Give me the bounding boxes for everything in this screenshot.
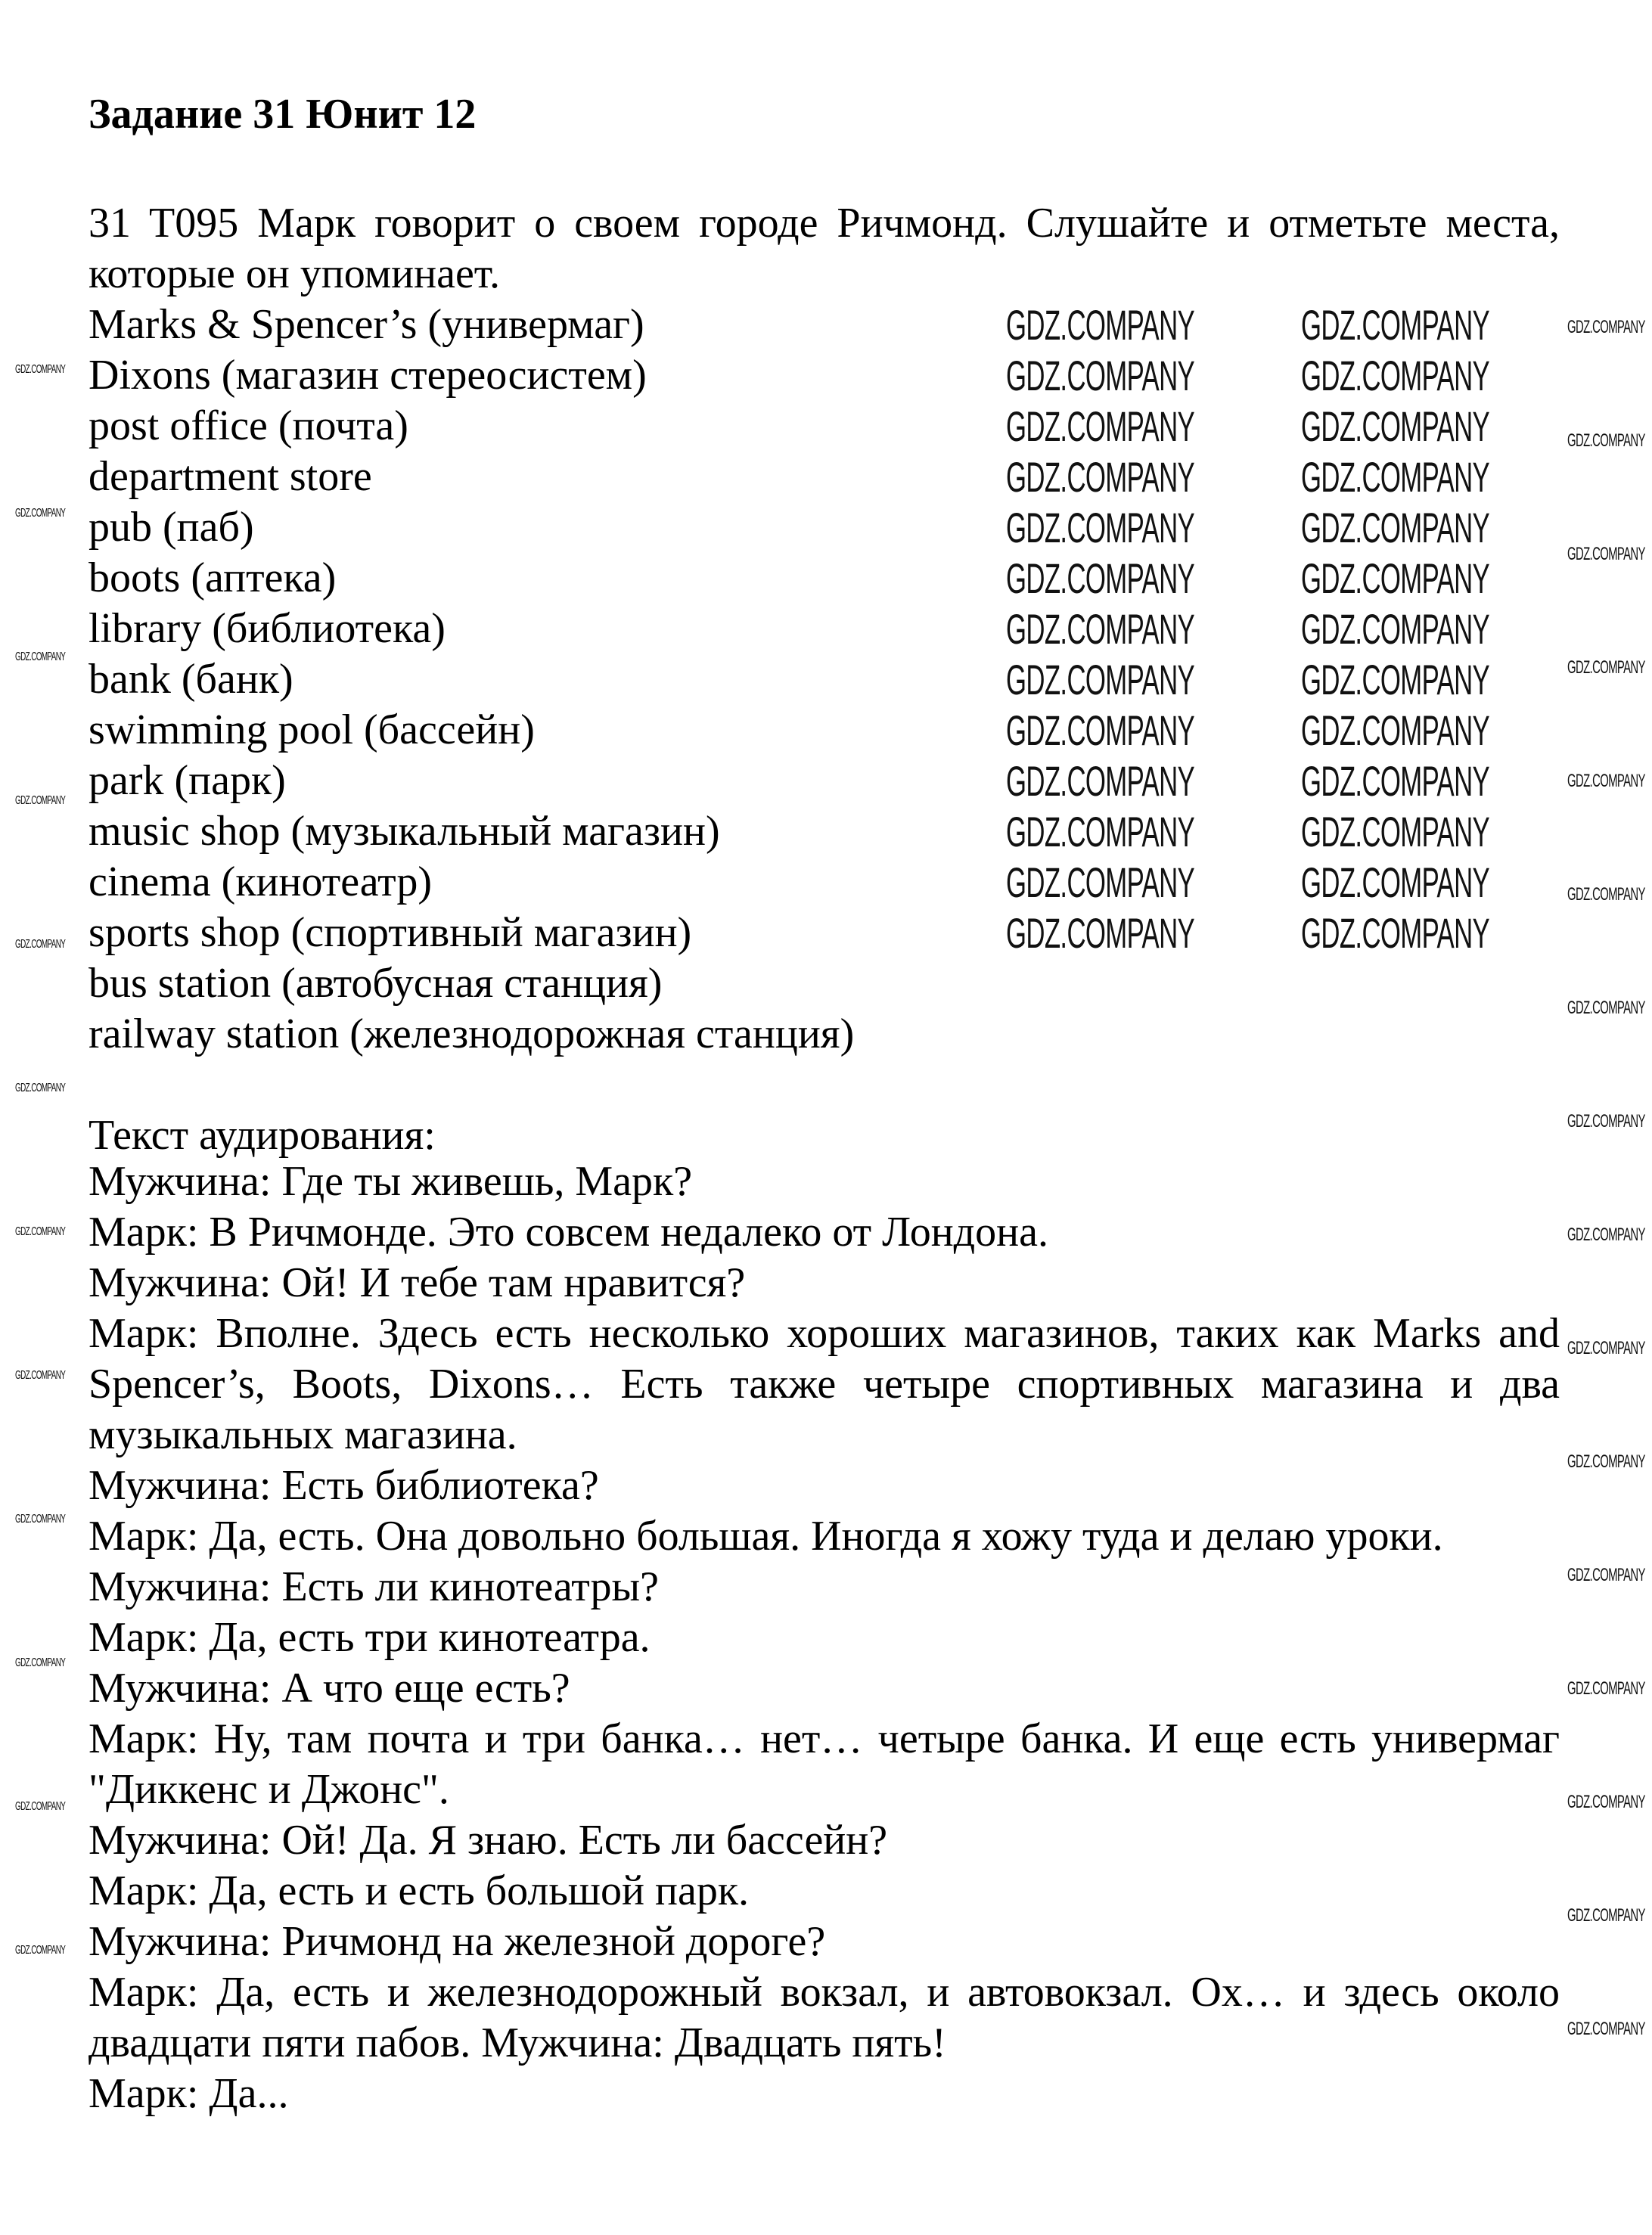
dialog-line: Марк: Вполне. Здесь есть несколько хороших магазинов, таких как Marks and Spencer’s, Boots, Dixons… Есть также четыре спортивных магазина и два музыкальных магазина. <box>88 1310 1560 1458</box>
watermark: GDZ.COMPANY <box>1006 909 1195 957</box>
watermark: GDZ.COMPANY <box>1006 858 1195 906</box>
watermark: GDZ.COMPANY <box>1567 771 1645 791</box>
watermark: GDZ.COMPANY <box>1567 1338 1645 1358</box>
watermark: GDZ.COMPANY <box>1567 1451 1645 1472</box>
watermark: GDZ.COMPANY <box>1567 884 1645 905</box>
place-item: pub (паб) <box>88 504 254 551</box>
watermark: GDZ.COMPANY <box>1567 1905 1645 1926</box>
place-item: Marks & Spencer’s (универмаг) <box>88 301 644 348</box>
watermark: GDZ.COMPANY <box>1567 657 1645 678</box>
dialog-line: Мужчина: Есть библиотека? <box>88 1462 599 1509</box>
watermark: GDZ.COMPANY <box>15 1944 66 1957</box>
transcript-heading: Текст аудирования: <box>88 1112 436 1159</box>
watermark: GDZ.COMPANY <box>1301 757 1490 805</box>
dialog-line: Марк: Да, есть и железнодорожный вокзал, и автовокзал. Ох… и здесь около двадцати пяти пабов. Мужчина: Двадцать пять! <box>88 1969 1560 2066</box>
watermark: GDZ.COMPANY <box>1006 757 1195 805</box>
watermark: GDZ.COMPANY <box>15 1513 66 1526</box>
watermark: GDZ.COMPANY <box>1006 402 1195 450</box>
watermark: GDZ.COMPANY <box>15 1656 66 1669</box>
watermark: GDZ.COMPANY <box>15 507 66 520</box>
place-item: boots (аптека) <box>88 554 337 601</box>
dialog-line: Марк: В Ричмонде. Это совсем недалеко от Лондона. <box>88 1209 1048 1256</box>
dialog-line: Марк: Ну, там почта и три банка… нет… четыре банка. И еще есть универмаг "Диккенс и Джонс". <box>88 1715 1560 1813</box>
watermark: GDZ.COMPANY <box>1567 1225 1645 1245</box>
place-item: post office (почта) <box>88 402 408 449</box>
place-item: railway station (железнодорожная станция) <box>88 1010 855 1057</box>
watermark: GDZ.COMPANY <box>1006 352 1195 399</box>
watermark: GDZ.COMPANY <box>1567 544 1645 564</box>
transcript <box>88 1156 1560 2119</box>
watermark: GDZ.COMPANY <box>1301 605 1490 653</box>
watermark: GDZ.COMPANY <box>1006 301 1195 349</box>
watermark: GDZ.COMPANY <box>1567 317 1645 337</box>
dialog-line: Марк: Да, есть три кинотеатра. <box>88 1614 651 1661</box>
watermark: GDZ.COMPANY <box>1006 504 1195 551</box>
place-item: Dixons (магазин стереосистем) <box>88 352 647 399</box>
watermark: GDZ.COMPANY <box>1006 808 1195 855</box>
place-item: department store <box>88 453 372 500</box>
watermark: GDZ.COMPANY <box>1301 656 1490 703</box>
place-item: bus station (автобусная станция) <box>88 960 663 1007</box>
place-item: cinema (кинотеатр) <box>88 858 432 905</box>
watermark: GDZ.COMPANY <box>1567 430 1645 451</box>
watermark: GDZ.COMPANY <box>1301 554 1490 602</box>
watermark: GDZ.COMPANY <box>1567 1111 1645 1131</box>
place-item: music shop (музыкальный магазин) <box>88 808 720 855</box>
page-title: Задание 31 Юнит 12 <box>88 91 477 138</box>
watermark: GDZ.COMPANY <box>1301 352 1490 399</box>
task-instruction: 31 T095 Марк говорит о своем городе Ричмонд. Слушайте и отметьте места, которые он упоминает. <box>88 200 1560 297</box>
watermark: GDZ.COMPANY <box>1006 554 1195 602</box>
watermark: GDZ.COMPANY <box>1301 402 1490 450</box>
place-item: swimming pool (бассейн) <box>88 706 535 753</box>
watermark: GDZ.COMPANY <box>1567 1792 1645 1812</box>
place-item: bank (банк) <box>88 656 293 703</box>
place-item: park (парк) <box>88 757 286 804</box>
watermark: GDZ.COMPANY <box>1567 1678 1645 1699</box>
dialog-line: Мужчина: Есть ли кинотеатры? <box>88 1563 659 1610</box>
watermark: GDZ.COMPANY <box>15 650 66 663</box>
watermark: GDZ.COMPANY <box>1301 301 1490 349</box>
watermark: GDZ.COMPANY <box>15 1369 66 1382</box>
place-item: library (библиотека) <box>88 605 446 652</box>
watermark: GDZ.COMPANY <box>15 794 66 807</box>
watermark: GDZ.COMPANY <box>1301 909 1490 957</box>
dialog-line: Марк: Да, есть и есть большой парк. <box>88 1867 750 1914</box>
watermark: GDZ.COMPANY <box>15 1800 66 1813</box>
watermark: GDZ.COMPANY <box>1006 656 1195 703</box>
dialog-line: Марк: Да... <box>88 2070 289 2117</box>
watermark: GDZ.COMPANY <box>1567 1565 1645 1585</box>
place-item: sports shop (спортивный магазин) <box>88 909 692 956</box>
watermark: GDZ.COMPANY <box>1006 706 1195 754</box>
watermark: GDZ.COMPANY <box>1567 2019 1645 2039</box>
watermark: GDZ.COMPANY <box>1301 858 1490 906</box>
spacer <box>88 1060 1560 1110</box>
dialog-line: Мужчина: Ой! И тебе там нравится? <box>88 1259 746 1306</box>
watermark: GDZ.COMPANY <box>1006 453 1195 501</box>
watermark: GDZ.COMPANY <box>1301 453 1490 501</box>
dialog-line: Мужчина: Ой! Да. Я знаю. Есть ли бассейн? <box>88 1817 888 1864</box>
watermark: GDZ.COMPANY <box>1301 504 1490 551</box>
watermark: GDZ.COMPANY <box>15 1082 66 1094</box>
dialog-line: Мужчина: Где ты живешь, Марк? <box>88 1158 693 1205</box>
dialog-line: Мужчина: А что еще есть? <box>88 1665 570 1712</box>
watermark: GDZ.COMPANY <box>1301 808 1490 855</box>
watermark: GDZ.COMPANY <box>15 938 66 951</box>
watermark: GDZ.COMPANY <box>1567 998 1645 1018</box>
watermark: GDZ.COMPANY <box>15 1225 66 1238</box>
dialog-line: Мужчина: Ричмонд на железной дороге? <box>88 1918 826 1965</box>
watermark: GDZ.COMPANY <box>1006 605 1195 653</box>
watermark: GDZ.COMPANY <box>15 363 66 376</box>
watermark: GDZ.COMPANY <box>1301 706 1490 754</box>
dialog-line: Марк: Да, есть. Она довольно большая. Иногда я хожу туда и делаю уроки. <box>88 1513 1443 1560</box>
